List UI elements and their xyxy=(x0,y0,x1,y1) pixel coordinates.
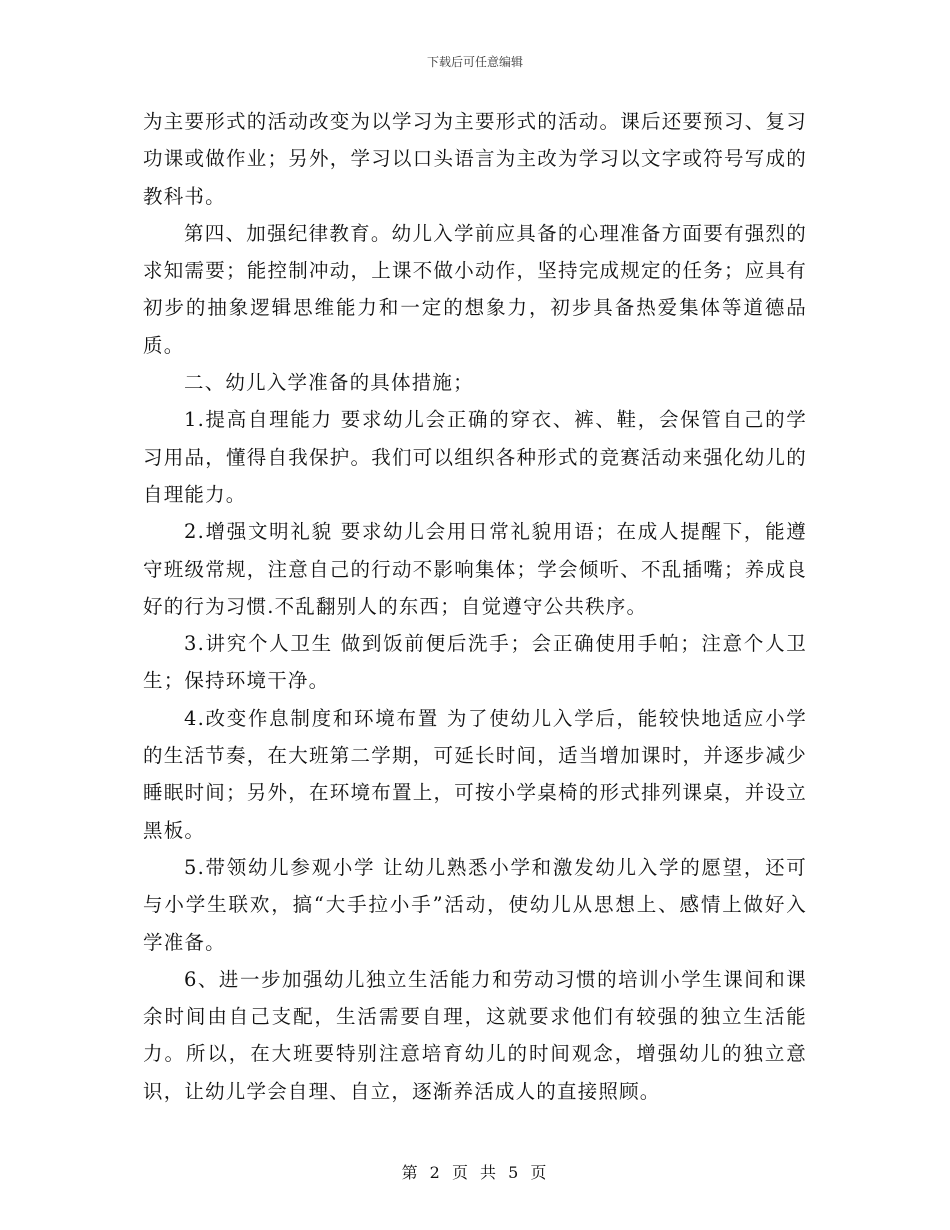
paragraph-measure-5: 5.带领幼儿参观小学 让幼儿熟悉小学和激发幼儿入学的愿望，还可与小学生联欢，搞“大手拉小手”活动，使幼儿从思想上、感情上做好入学准备。 xyxy=(143,855,807,954)
paragraph-measure-2: 2.增强文明礼貌 要求幼儿会用日常礼貌用语；在成人提醒下，能遵守班级常规，注意自己的行动不影响集体；学会倾听、不乱插嘴；养成良好的行为习惯.不乱翻别人的东西；自觉遵守公共秩序。 xyxy=(143,520,807,618)
page-number-footer: 第 2 页 共 5 页 xyxy=(401,1163,549,1182)
paragraph-measure-3: 3.讲究个人卫生 做到饭前便后洗手；会正确使用手帕；注意个人卫生；保持环境干净。 xyxy=(143,632,807,693)
paragraph-1: 为主要形式的活动改变为以学习为主要形式的活动。课后还要预习、复习功课或做作业；另外，学习以口头语言为主改为学习以文字或符号写成的教科书。 xyxy=(143,110,807,208)
paragraph-measure-6: 6、进一步加强幼儿独立生活能力和劳动习惯的培训小学生课间和课余时间由自己支配，生活需要自理，这就要求他们有较强的独立生活能力。所以，在大班要特别注意培育幼儿的时间观念，增强幼儿的独立意识，让幼儿学会自理、自立，逐渐养活成人的直接照顾。 xyxy=(143,967,807,1103)
paragraph-measure-1: 1.提高自理能力 要求幼儿会正确的穿衣、裤、鞋，会保管自己的学习用品，懂得自我保护。我们可以组织各种形式的竞赛活动来强化幼儿的自理能力。 xyxy=(143,408,807,506)
document-body xyxy=(143,103,807,1110)
paragraph-measure-4: 4.改变作息制度和环境布置 为了使幼儿入学后，能较快地适应小学的生活节奏，在大班第二学期，可延长时间，适当增加课时，并逐步减少睡眠时间；另外，在环境布置上，可按小学桌椅的形式排列课桌，并设立黑板。 xyxy=(143,706,807,842)
section-heading: 二、幼儿入学准备的具体措施； xyxy=(184,371,474,395)
page-header: 下载后可任意编辑 xyxy=(426,55,523,69)
paragraph-2: 第四、加强纪律教育。幼儿入学前应具备的心理准备方面要有强烈的求知需要；能控制冲动，上课不做小动作，坚持完成规定的任务；应具有初步的抽象逻辑思维能力和一定的想象力，初步具备热爱集体等道德品质。 xyxy=(143,221,807,357)
